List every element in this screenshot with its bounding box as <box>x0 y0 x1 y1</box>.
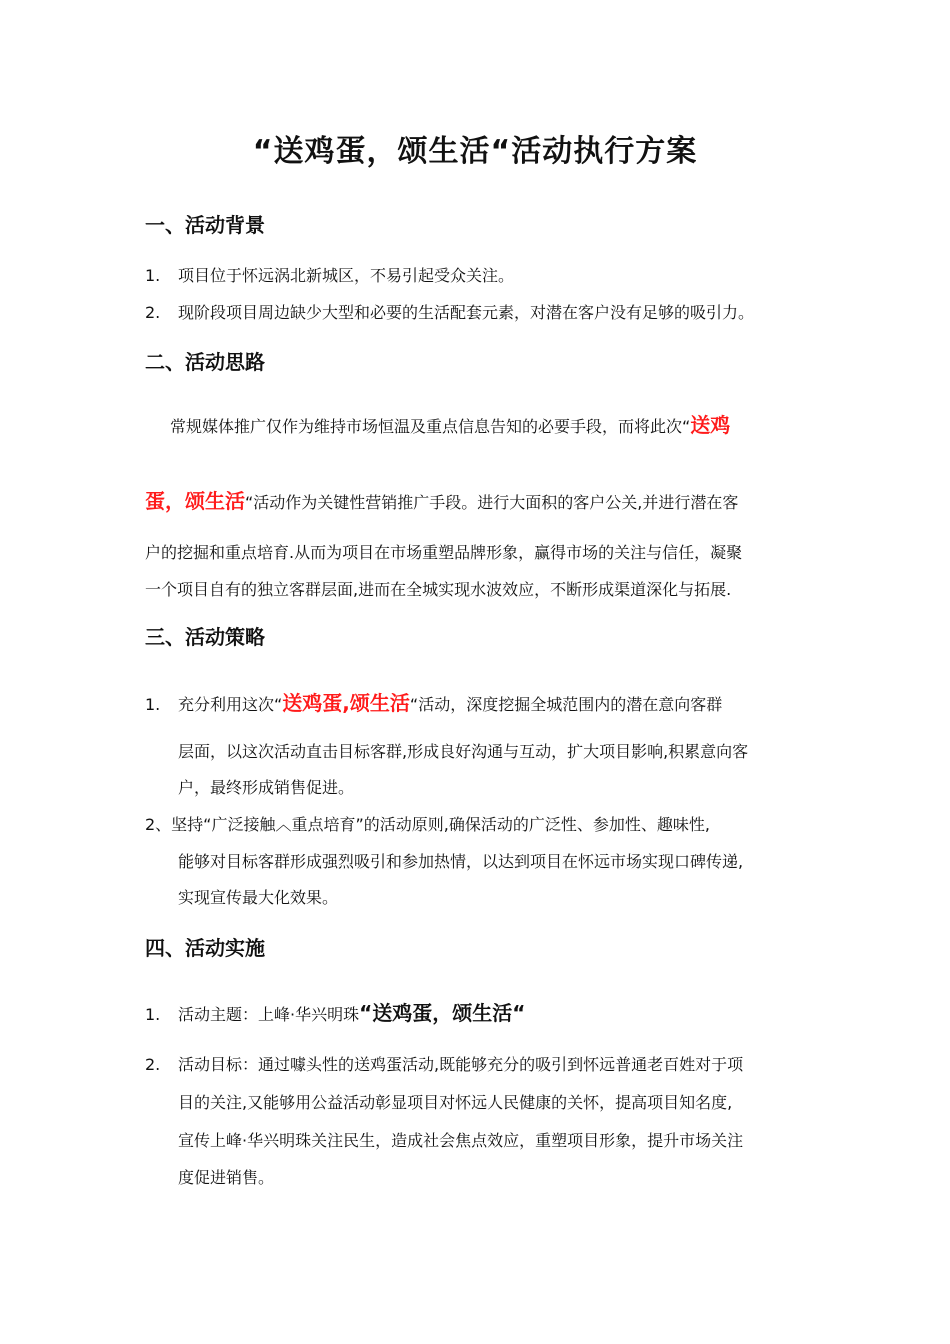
list-item <box>145 263 514 289</box>
section-heading-background: 一、活动背景 <box>145 213 265 237</box>
list-item <box>145 690 722 718</box>
list-continuation: 目的关注,又能够用公益活动彰显项目对怀远人民健康的关怀，提高项目知名度, <box>178 1093 733 1112</box>
list-item: 2、坚持“广泛接触︿重点培育”的活动原则,确保活动的广泛性、参加性、趣味性, <box>145 815 710 834</box>
list-continuation: 层面，以这次活动直击目标客群,形成良好沟通与互动，扩大项目影响,积累意向客 <box>178 742 749 761</box>
section-heading-implementation: 四、活动实施 <box>145 936 265 960</box>
list-item <box>145 1052 743 1078</box>
list-continuation: 户，最终形成销售促进。 <box>178 778 355 797</box>
list-text: 项目位于怀远涡北新城区，不易引起受众关注。 <box>178 266 515 285</box>
paragraph-text: “活动作为关键性营销推广手段。进行大面积的客户公关,并进行潜在客 <box>245 493 739 512</box>
list-text: 活动主题：上峰·华兴明珠 <box>178 1005 360 1024</box>
list-text: 充分利用这次“ <box>178 695 283 714</box>
list-number: 2. <box>145 1055 161 1074</box>
paragraph-line <box>170 412 730 440</box>
section-heading-idea: 二、活动思路 <box>145 350 265 374</box>
theme-text: “送鸡蛋，颂生活“ <box>359 1001 526 1025</box>
highlight-text: 送鸡 <box>690 413 731 437</box>
list-continuation: 宣传上峰·华兴明珠关注民生，造成社会焦点效应，重塑项目形象，提升市场关注 <box>178 1131 744 1150</box>
highlight-text: 送鸡蛋,颂生活 <box>282 691 410 715</box>
list-continuation: 能够对目标客群形成强烈吸引和参加热情，以达到项目在怀远市场实现口碑传递, <box>178 852 744 871</box>
list-number: 1. <box>145 266 161 285</box>
paragraph-line <box>145 488 738 516</box>
list-text: 现阶段项目周边缺少大型和必要的生活配套元素，对潜在客户没有足够的吸引力。 <box>178 303 755 322</box>
list-number: 1. <box>145 695 161 714</box>
section-heading-strategy: 三、活动策略 <box>145 625 265 649</box>
list-item <box>145 1000 525 1028</box>
list-number: 2. <box>145 303 161 322</box>
document-title: “送鸡蛋，颂生活“活动执行方案 <box>252 134 698 169</box>
list-continuation: 实现宣传最大化效果。 <box>178 888 339 907</box>
list-item <box>145 300 754 326</box>
list-text: “活动，深度挖掘全城范围内的潜在意向客群 <box>409 695 723 714</box>
list-number: 1. <box>145 1005 161 1024</box>
paragraph-line: 户的挖掘和重点培育.从而为项目在市场重塑品牌形象，赢得市场的关注与信任，凝聚 <box>145 543 743 562</box>
paragraph-line: 一个项目自有的独立客群层面,进而在全城实现水波效应，不断形成渠道深化与拓展. <box>145 580 732 599</box>
highlight-text: 蛋，颂生活 <box>145 489 245 513</box>
paragraph-text: 常规媒体推广仅作为维持市场恒温及重点信息告知的必要手段，而将此次“ <box>170 417 691 436</box>
list-continuation: 度促进销售。 <box>178 1168 275 1187</box>
list-text: 活动目标：通过噱头性的送鸡蛋活动,既能够充分的吸引到怀远普通老百姓对于项 <box>178 1055 744 1074</box>
